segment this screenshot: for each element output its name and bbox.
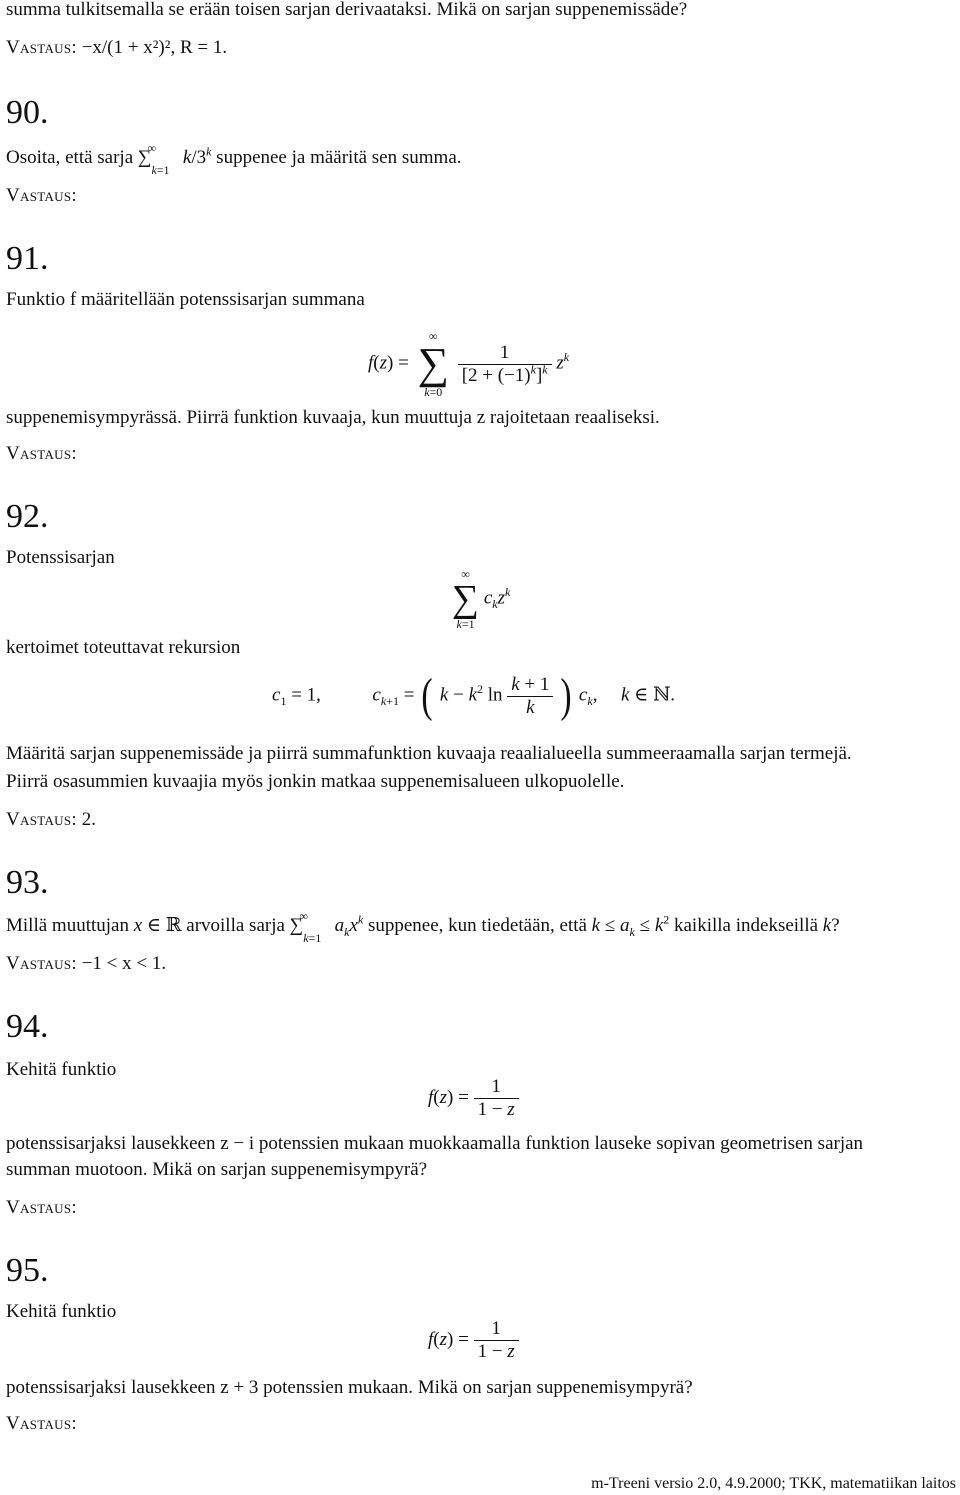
problem-text: Potenssisarjan [6,547,115,568]
problem-text: Osoita, että sarja $\sum_{k=1}^\infty$ k/3$^k$ suppenee ja määritä sen summa. [6,140,462,177]
problem-number: 90. [6,94,49,131]
series-formula: $\sum_{k=1}^\infty$ k/3$^k$ [137,140,212,177]
answer-value: −x/(1 + x²)², R = 1. [81,37,228,58]
problem-text: Kehitä funktio [6,1301,117,1322]
problem-number: 95. [6,1252,49,1289]
problem-text: summan muotoon. Mikä on sarjan suppenemisympyrä? [6,1159,428,1180]
answer-line [6,810,96,829]
problem-text: suppenemisympyrässä. Piirrä funktion kuvaaja, kun muuttuja z rajoitetaan reaaliseksi. [6,407,660,428]
page-footer: m-Treeni versio 2.0, 4.9.2000; TKK, matematiikan laitos [591,1475,956,1492]
problem-text: Kehitä funktio [6,1059,117,1080]
answer-label: Vastaus: [6,809,77,830]
problem-text: Funktio f määritellään potenssisarjan summana [6,289,365,310]
answer-label: Vastaus: [6,443,77,464]
answer-line [6,38,227,57]
answer-label: Vastaus: [6,953,77,974]
equation-series: f(z) = ∞ ∑ k=0 $\frac{1}{[2 + (-1)^k]^k}$ $z^k$ [368,329,570,399]
answer-value: −1 < x < 1. [81,953,167,974]
problem-number: 93. [6,864,49,901]
equation-function: f(z) = $\frac{1}{1 - z}$ [428,1318,519,1363]
problem-number: 91. [6,240,49,277]
answer-label: Vastaus: [6,1197,77,1218]
problem-text: Millä muuttujan x ∈ ℝ arvoilla sarja $\sum_{k=1}^\infty$ $a_kx^k$ suppenee, kun tiedetään, että $k \le a_k \le k^2$ kaikilla indekseillä k? [6,908,840,945]
problem-text: Piirrä osasummien kuvaajia myös jonkin matkaa suppenemisalueen ulkopuolelle. [6,771,625,792]
answer-label: Vastaus: [6,37,77,58]
problem-number: 94. [6,1008,49,1045]
equation-function: f(z) = $\frac{1}{1 - z}$ [428,1076,519,1121]
paragraph-text: summa tulkitsemalla se erään toisen sarjan derivaataksi. Mikä on sarjan suppenemissäde? [6,0,688,20]
problem-number: 92. [6,498,49,535]
equation-recursion: $c_1 = 1$, $c_{k+1}$ = ( $k - k^2$ ln $\frac{k + 1}{k}$ ) $c_k$, k ∈ ℕ. [272,669,676,722]
answer-line [6,954,166,973]
problem-text: Määritä sarjan suppenemissäde ja piirrä summafunktion kuvaaja reaalialueella summeeraamalla sarjan termejä. [6,743,852,764]
answer-label: Vastaus: [6,185,77,206]
answer-value: 2. [81,809,96,830]
problem-text: kertoimet toteuttavat rekursion [6,637,241,658]
equation-series: ∞ ∑ k=1 $c_kz^k$ [452,567,511,631]
problem-text: potenssisarjaksi lausekkeen z − i potenssien mukaan muokkaamalla funktion lauseke sopivan geometrisen sarjan [6,1133,864,1154]
answer-label: Vastaus: [6,1413,77,1434]
problem-text: potenssisarjaksi lausekkeen z + 3 potenssien mukaan. Mikä on sarjan suppenemisympyrä? [6,1377,693,1398]
